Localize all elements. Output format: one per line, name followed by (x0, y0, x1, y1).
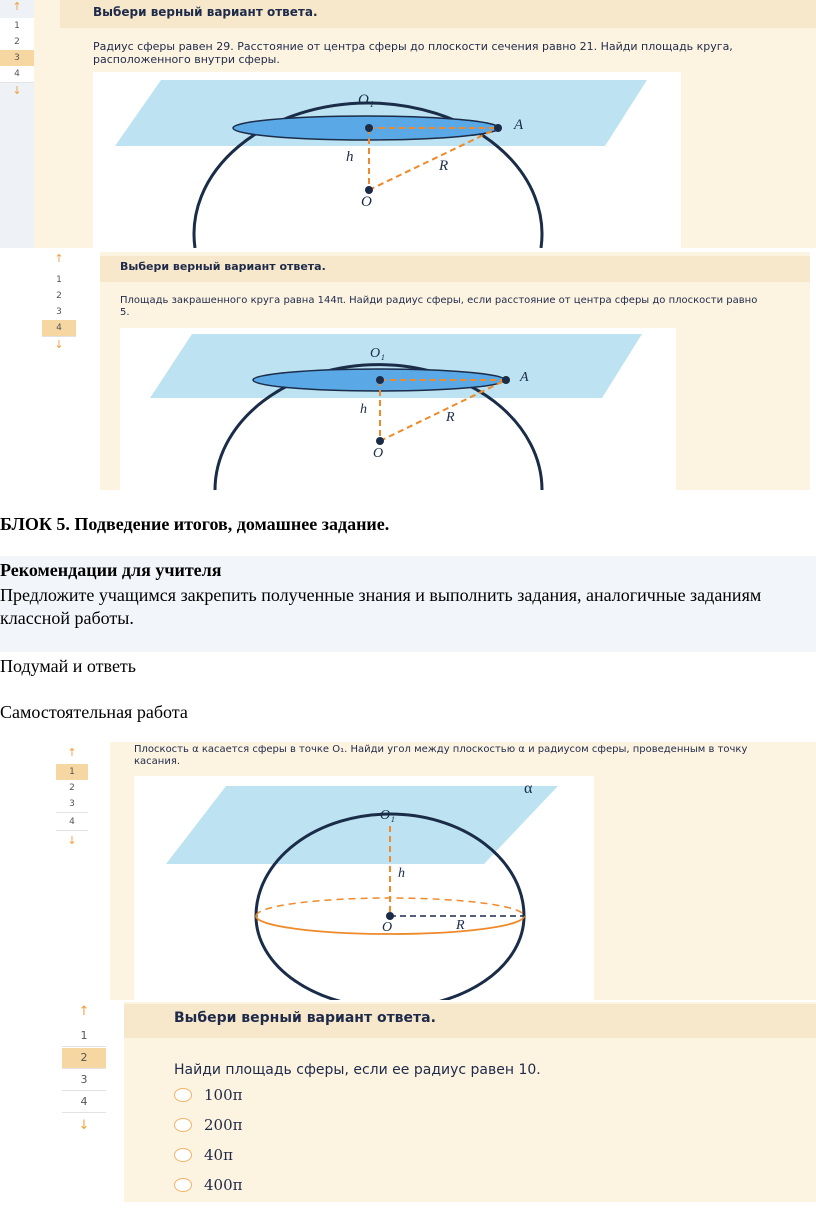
label-o1: O₁ (370, 346, 385, 361)
option-label-4[interactable]: 400π (204, 1176, 243, 1194)
nav-item-1[interactable]: 1 (42, 272, 76, 289)
block-title: БЛОК 5. Подведение итогов, домашнее задание. (0, 514, 390, 534)
label-r: R (456, 918, 465, 933)
sphere-figure (93, 72, 681, 248)
task-screenshot-4 (0, 1002, 816, 1202)
option-radio-3[interactable] (174, 1148, 192, 1162)
rec-text: Предложите учащимся закрепить полученные знания и выполнить задания, аналогичные заданиям классной работы. (0, 585, 762, 628)
task-screenshot-1 (0, 0, 816, 248)
label-o1: O₁ (358, 92, 375, 108)
option-radio-1[interactable] (174, 1088, 192, 1102)
nav-up-button[interactable]: ↑ (78, 1004, 90, 1019)
task-text: Радиус сферы равен 29. Расстояние от центра сферы до плоскости сечения равно 21. Найди площадь круга, расположенного внутри сферы. (93, 40, 733, 67)
label-r: R (439, 158, 449, 174)
nav-item-2[interactable]: 2 (42, 288, 76, 305)
label-r: R (446, 410, 455, 425)
nav-item-1[interactable]: 1 (56, 764, 88, 781)
nav-item-2[interactable]: 2 (56, 780, 88, 797)
nav-item-2[interactable]: 2 (62, 1048, 106, 1069)
task-title: Выбери верный вариант ответа. (120, 260, 326, 273)
question-nav (42, 252, 76, 356)
task-screenshot-3 (0, 742, 816, 1000)
task-text: Найди площадь сферы, если ее радиус равен 10. (174, 1062, 541, 1078)
think-heading: Подумай и ответь (0, 656, 137, 676)
self-work-heading: Самостоятельная работа (0, 702, 188, 722)
tangent-plane-figure (134, 776, 594, 1000)
nav-up-button[interactable]: ↑ (54, 252, 64, 265)
nav-item-1[interactable]: 1 (0, 18, 34, 35)
nav-down-button[interactable]: ↓ (67, 834, 77, 847)
nav-item-2[interactable]: 2 (0, 34, 34, 51)
label-h: h (360, 402, 367, 417)
label-h: h (346, 149, 354, 165)
option-label-3[interactable]: 40π (204, 1146, 233, 1164)
nav-item-4[interactable]: 4 (62, 1092, 106, 1113)
rec-title: Рекомендации для учителя (0, 560, 222, 580)
nav-item-1[interactable]: 1 (62, 1026, 106, 1047)
option-radio-2[interactable] (174, 1118, 192, 1132)
nav-item-4[interactable]: 4 (0, 66, 34, 83)
task-title: Выбери верный вариант ответа. (93, 5, 318, 19)
nav-item-3[interactable]: 3 (42, 304, 76, 321)
task-text: Плоскость α касается сферы в точке O₁. Найди угол между плоскостью α и радиусом сферы, проведенным в точку касания. (134, 744, 748, 767)
sphere-figure (120, 328, 676, 490)
label-o: O (373, 446, 384, 461)
question-nav (0, 0, 34, 248)
task-text: Площадь закрашенного круга равна 144π. Найди радиус сферы, если расстояние от центра сферы до плоскости равно 5. (120, 295, 758, 318)
nav-item-3[interactable]: 3 (0, 50, 34, 67)
nav-up-button[interactable]: ↑ (67, 746, 77, 759)
nav-down-button[interactable]: ↓ (78, 1118, 90, 1133)
option-label-1[interactable]: 100π (204, 1086, 243, 1104)
label-h: h (398, 866, 405, 881)
option-radio-4[interactable] (174, 1178, 192, 1192)
label-o: O (361, 194, 372, 210)
label-alpha: α (524, 780, 533, 797)
label-a: A (520, 370, 529, 385)
recommendation-box (0, 556, 816, 652)
nav-down-button[interactable]: ↓ (54, 338, 64, 351)
question-nav (62, 1002, 106, 1142)
label-o: O (382, 920, 393, 935)
label-o1: O₁ (380, 808, 395, 823)
task-screenshot-2 (0, 252, 816, 490)
nav-up-button[interactable]: ↑ (12, 0, 22, 13)
nav-item-3[interactable]: 3 (56, 796, 88, 813)
nav-item-4[interactable]: 4 (42, 320, 76, 337)
option-label-2[interactable]: 200π (204, 1116, 243, 1134)
nav-down-button[interactable]: ↓ (12, 84, 22, 97)
label-a: A (514, 117, 524, 133)
nav-item-4[interactable]: 4 (56, 814, 88, 831)
nav-item-3[interactable]: 3 (62, 1070, 106, 1091)
task-title: Выбери верный вариант ответа. (174, 1010, 436, 1026)
question-nav (56, 742, 88, 854)
